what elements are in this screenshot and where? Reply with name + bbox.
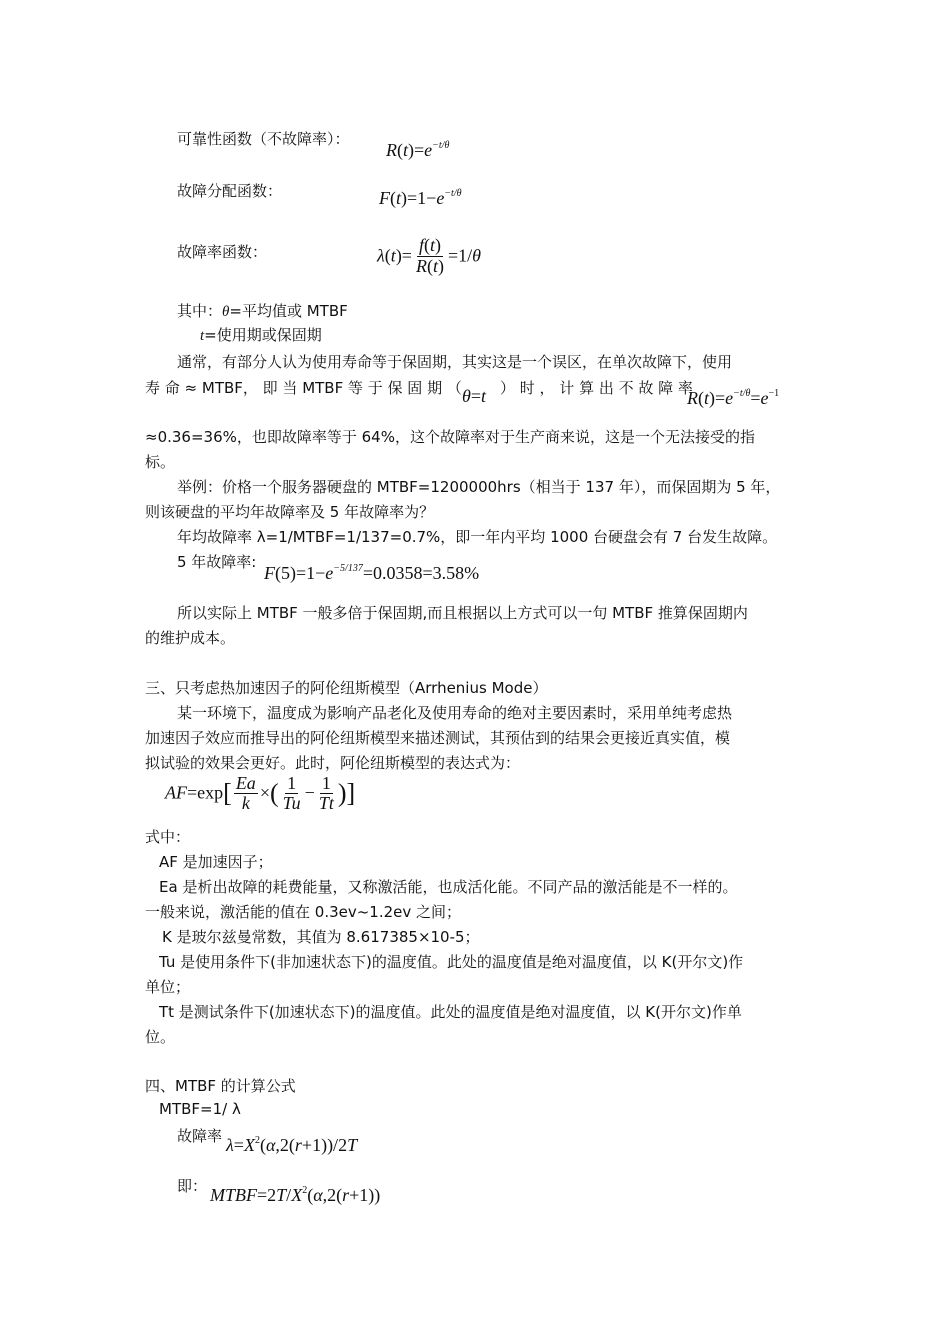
section3-line3: 拟试验的效果会更好。此时，阿伦纽斯模型的表达式为：: [145, 754, 521, 772]
tt-def-2: 位。: [145, 1028, 176, 1046]
reliability-formula: $R(t)=e^{-t/\theta}$: [386, 140, 450, 160]
rate-label: 故障率: [177, 1127, 223, 1145]
section3-heading: 三、只考虑热加速因子的阿伦纽斯模型（Arrhenius Mode）: [145, 679, 548, 697]
para1-line4: 标。: [145, 453, 176, 471]
arrhenius-formula: AF=exp[ $\frac{Ea}{k}$ ×( $\frac{1}{Tu}$ − $\frac{1}{Tt}$ )]: [165, 773, 356, 813]
reliability-label: 可靠性函数（不故障率）：: [177, 130, 350, 148]
ea-def-2: 一般来说，激活能的值在 0.3ev~1.2ev 之间；: [145, 903, 462, 921]
af-def: AF 是加速因子；: [159, 853, 273, 871]
failure-dist-formula: $F(t)=1-e^{-t/\theta}$: [379, 188, 462, 208]
example-line1: 举例：价格一个服务器硬盘的 MTBF=1200000hrs（相当于 137 年），而保固期为 5 年，: [177, 478, 781, 496]
failure-rate-formula: λ(t)= $\frac{f(t)}{R(t)}$ =1/θ: [377, 235, 481, 276]
para2-line1: 所以实际上 MTBF 一般多倍于保固期,而且根据以上方式可以一句 MTBF 推算保固期内: [177, 604, 748, 622]
tu-def-2: 单位；: [145, 978, 191, 996]
para1-line3: ≈0.36=36%，也即故障率等于 64%，这个故障率对于生产商来说，这是一个无法接受的指: [145, 428, 755, 446]
example-line4-label: 5 年故障率:: [177, 553, 257, 571]
where-label: 式中：: [145, 828, 191, 846]
section3-line2: 加速因子效应而推导出的阿伦纽斯模型来描述测试，其预估到的结果会更接近真实值，模: [145, 729, 731, 747]
failure-dist-label: 故障分配函数：: [177, 182, 283, 200]
where-t: t=使用期或保固期: [200, 326, 322, 344]
para1-line1: 通常，有部分人认为使用寿命等于保固期，其实这是一个误区，在单次故障下，使用: [177, 353, 733, 371]
para1-line2b: ） 时 ， 计 算 出 不 故 障 率: [500, 379, 693, 397]
example-line2: 则该硬盘的平均年故障率及 5 年故障率为？: [145, 503, 435, 521]
tu-def-1: Tu 是使用条件下(非加速状态下)的温度值。此处的温度值是绝对温度值，以 K(开尔文)作: [159, 953, 744, 971]
example-line4-formula: $F(5)=1-e^{-5/137}=0.0358=3.58\%$: [264, 563, 480, 583]
ie-formula: $MTBF=2T/X^2(\alpha,2(r+1))$: [210, 1185, 381, 1205]
section3-line1: 某一环境下，温度成为影响产品老化及使用寿命的绝对主要因素时，采用单纯考虑热: [177, 704, 733, 722]
rate-formula: $\lambda=X^2(\alpha,2(r+1))/2T$: [226, 1135, 358, 1155]
section4-heading: 四、MTBF 的计算公式: [145, 1077, 296, 1095]
example-line3: 年均故障率 λ=1/MTBF=1/137=0.7%，即一年内平均 1000 台硬盘会有 7 台发生故障。: [177, 528, 778, 546]
para1-theta-eq-t: θ=t: [462, 386, 487, 406]
ea-def-1: Ea 是析出故障的耗费能量，又称激活能，也成活化能。不同产品的激活能是不一样的。: [159, 878, 738, 896]
mtbf-def: MTBF=1/ λ: [159, 1100, 241, 1118]
tt-def-1: Tt 是测试条件下(加速状态下)的温度值。此处的温度值是绝对温度值，以 K(开尔文)作单: [159, 1003, 742, 1021]
ie-label: 即：: [177, 1177, 208, 1195]
para2-line2: 的维护成本。: [145, 629, 236, 647]
k-def: K 是玻尔兹曼常数，其值为 8.617385×10-5；: [162, 928, 480, 946]
para1-r-formula: $R(t)=e^{-t/\theta}=e^{-1}$: [687, 388, 780, 408]
where-theta: 其中：θ=平均值或 MTBF: [177, 302, 348, 320]
para1-line2a: 寿 命 ≈ MTBF， 即 当 MTBF 等 于 保 固 期 （: [145, 379, 462, 397]
failure-rate-label: 故障率函数：: [177, 243, 268, 261]
